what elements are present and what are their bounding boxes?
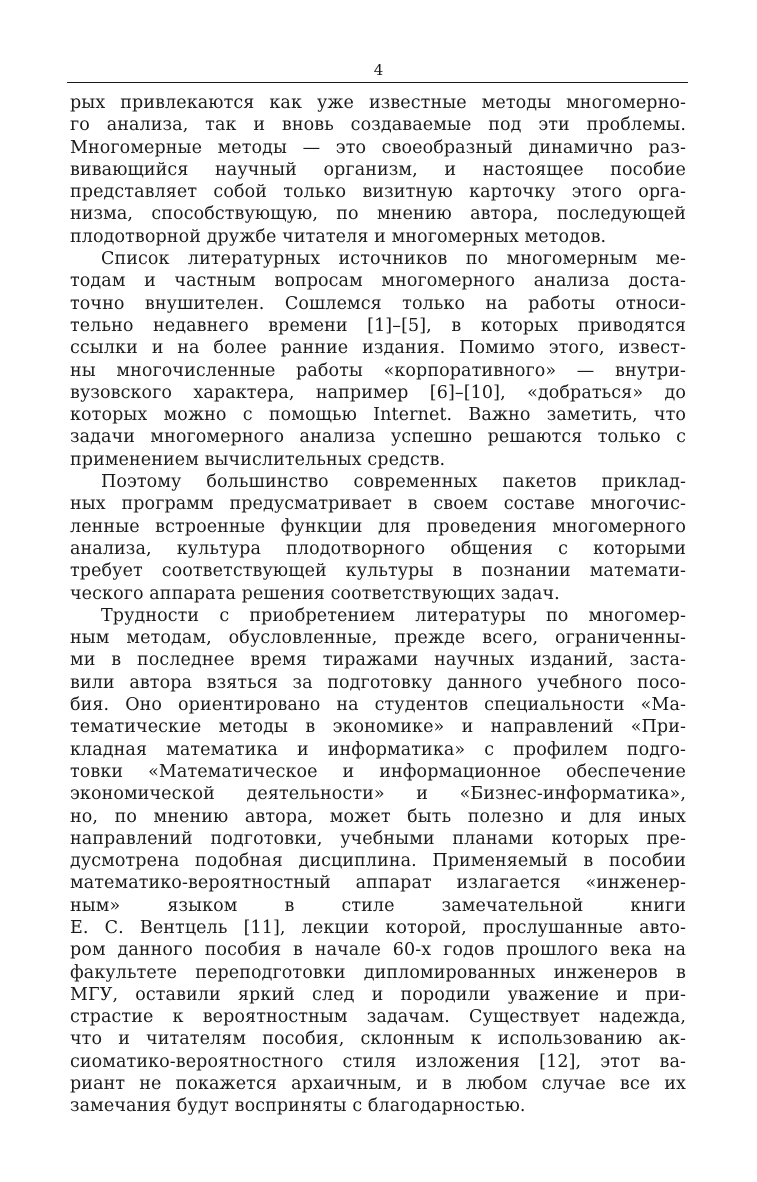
text-line: ных программ предусматривает в своем составе многочис- [70, 494, 686, 515]
text-line: бия. Оно ориентировано на студентов специальности «Ма- [70, 695, 686, 716]
text-line: вивающийся научный организм, и настоящее пособие [70, 159, 686, 180]
page-number: 4 [373, 61, 384, 79]
text-line: ным методам, обусловленные, прежде всего, ограниченны- [70, 628, 686, 649]
text-line: го анализа, так и вновь создаваемые под эти проблемы. [70, 115, 686, 136]
text-line: ми в последнее время тиражами научных изданий, заста- [70, 650, 686, 671]
text-line: требует соответствующей культуры в познании математи- [70, 561, 686, 582]
text-line: применением вычислительных средств. [70, 449, 446, 470]
text-line: ческого аппарата решения соответствующих задач. [70, 583, 560, 604]
text-line: Поэтому большинство современных пакетов приклад- [101, 472, 686, 493]
text-line: вили автора взяться за подготовку данного учебного посо- [70, 672, 686, 693]
text-line: МГУ, оставили яркий след и породили уважение и при- [70, 984, 686, 1005]
text-line: рых привлекаются как уже известные методы многомерно- [70, 93, 686, 113]
text-line: что и читателям пособия, склонным к использованию ак- [70, 1029, 686, 1050]
text-line: факультете переподготовки дипломированных инженеров в [70, 962, 686, 983]
text-line: Трудности с приобретением литературы по многомер- [101, 605, 686, 626]
text-line: тельно недавнего времени [1]–[5], в которых приводятся [70, 315, 686, 336]
text-line: вузовского характера, например [6]–[10], «добраться» до [70, 382, 686, 403]
text-line: риант не покажется архаичным, и в любом случае все их [70, 1074, 686, 1095]
text-line: тодам и частным вопросам многомерного анализа доста- [70, 271, 686, 292]
text-line: но, по мнению автора, может быть полезно и для иных [70, 806, 686, 827]
text-line: кладная математика и информатика» с профилем подго- [70, 739, 686, 760]
header-rule [67, 82, 688, 83]
text-line: тематические методы в экономике» и направлений «При- [70, 717, 686, 738]
text-line: Многомерные методы — это своеобразный динамично раз- [70, 137, 686, 158]
text-line: экономической деятельности» и «Бизнес-информатика», [70, 784, 686, 805]
text-line: которых можно с помощью Internet. Важно заметить, что [70, 405, 686, 426]
text-line: задачи многомерного анализа успешно решаются только с [70, 427, 686, 448]
text-line: страстие к вероятностным задачам. Существует надежда, [70, 1007, 686, 1028]
text-line: замечания будут восприняты с благодарностью. [70, 1096, 526, 1117]
text-line: анализа, культура плодотворного общения с которыми [70, 538, 686, 559]
text-line: товки «Математическое и информационное обеспечение [70, 761, 686, 782]
text-line: ны многочисленные работы «корпоративного» — внутри- [70, 360, 686, 381]
text-line: ленные встроенные функции для проведения многомерного [70, 516, 686, 537]
text-line: Список литературных источников по многомерным ме- [101, 249, 686, 270]
text-line: точно внушителен. Сошлемся только на работы относи- [70, 293, 686, 314]
text-line: Е. С. Вентцель [11], лекции которой, прослушанные авто- [70, 917, 686, 938]
body-text [70, 92, 686, 1118]
text-line: низма, способствующую, по мнению автора, последующей [70, 204, 686, 225]
text-line: представляет собой только визитную карточку этого орга- [70, 182, 686, 203]
text-line: направлений подготовки, учебными планами которых пре- [70, 828, 686, 849]
text-line: сиоматико-вероятностного стиля изложения [12], этот ва- [70, 1051, 686, 1072]
text-line: ром данного пособия в начале 60-х годов прошлого века на [70, 940, 686, 961]
text-line: ссылки и на более ранние издания. Помимо этого, извест- [70, 338, 686, 359]
text-line: плодотворной дружбе читателя и многомерных методов. [70, 226, 607, 247]
text-line: дусмотрена подобная дисциплина. Применяемый в пособии [70, 851, 686, 872]
text-line: ным» языком в стиле замечательной книги [70, 895, 686, 916]
text-line: математико-вероятностный аппарат излагается «инженер- [70, 873, 686, 894]
